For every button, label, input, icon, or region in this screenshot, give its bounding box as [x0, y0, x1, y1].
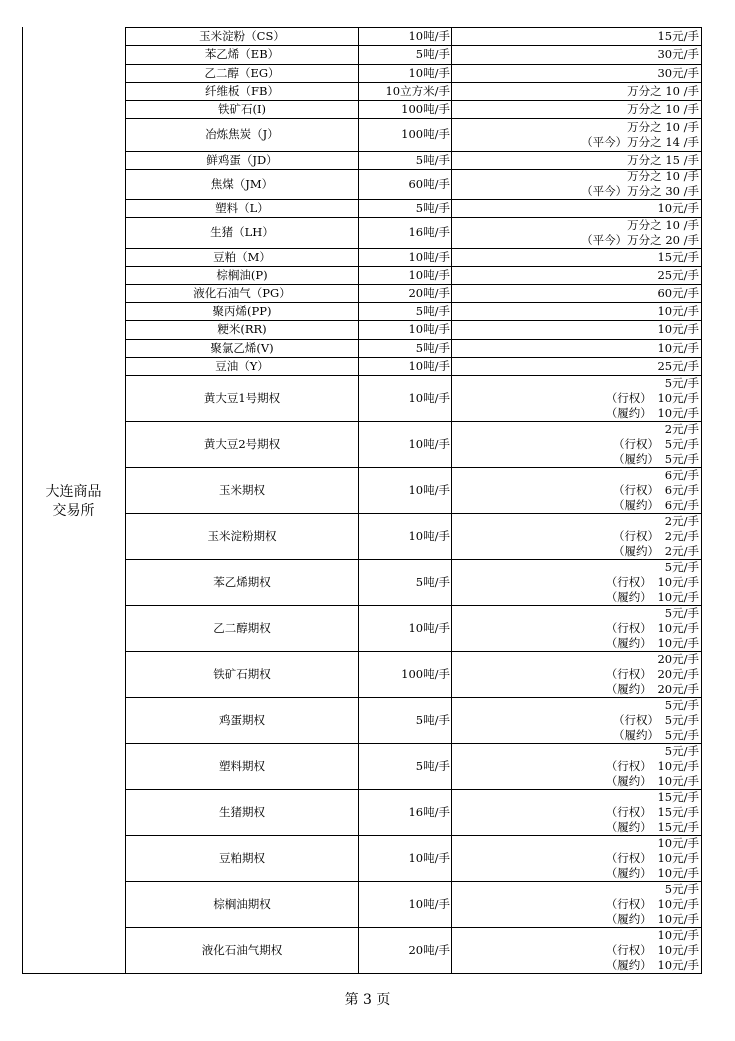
- fee-line: 5元/手: [664, 375, 699, 390]
- row-divider: [125, 743, 702, 744]
- product-name: 苯乙烯（EB）: [204, 47, 280, 61]
- contract-unit: 60吨/手: [408, 176, 450, 191]
- fee-line: （履约） 5元/手: [613, 451, 699, 466]
- row-divider: [125, 320, 702, 321]
- product-name: 铁矿石期权: [213, 666, 271, 681]
- product-name: 纤维板（FB）: [205, 83, 279, 98]
- fee-line: 5元/手: [664, 881, 699, 896]
- contract-unit: 20吨/手: [408, 942, 450, 957]
- fee-line: （行权） 10元/手: [605, 896, 699, 911]
- fee-line: （行权） 5元/手: [613, 712, 699, 727]
- fee-line: （行权） 20元/手: [605, 666, 699, 681]
- row-divider: [125, 835, 702, 836]
- contract-unit: 100吨/手: [401, 101, 450, 116]
- fee-line: 万分之 10 /手: [627, 83, 699, 98]
- contract-unit: 10吨/手: [408, 65, 450, 80]
- contract-unit: 100吨/手: [401, 127, 450, 141]
- row-divider: [125, 789, 702, 790]
- row-divider: [125, 651, 702, 652]
- fee-line: （平今）万分之 14 /手: [581, 134, 699, 149]
- row-divider: [125, 467, 702, 468]
- product-name: 冶炼焦炭（J）: [205, 127, 279, 141]
- fee-line: （行权） 15元/手: [605, 804, 699, 819]
- fee-line: （履约） 6元/手: [613, 497, 699, 512]
- fee-line: （行权） 10元/手: [605, 850, 699, 865]
- contract-unit: 10吨/手: [408, 358, 450, 373]
- fee-line: 5元/手: [664, 697, 699, 712]
- page-number: 第 3 页: [344, 992, 391, 1008]
- fee-line: 万分之 10 /手: [627, 217, 699, 232]
- product-name: 黄大豆1号期权: [203, 390, 281, 405]
- contract-unit: 10吨/手: [408, 528, 450, 543]
- fee-line: 25元/手: [657, 358, 699, 373]
- product-name: 液化石油气（PG）: [193, 285, 291, 300]
- fee-line: （履约） 10元/手: [605, 773, 699, 788]
- contract-unit: 10吨/手: [408, 249, 450, 264]
- fee-line: （履约） 5元/手: [613, 727, 699, 742]
- fee-line: 10元/手: [657, 340, 699, 355]
- fee-line: 万分之 10 /手: [627, 169, 699, 183]
- fee-line: （行权） 10元/手: [605, 574, 699, 589]
- contract-unit: 10吨/手: [408, 482, 450, 497]
- fee-line: （履约） 10元/手: [605, 405, 699, 420]
- fee-line: 15元/手: [657, 28, 699, 43]
- product-name: 豆油（Y）: [215, 358, 269, 373]
- product-name: 豆粕期权: [219, 850, 265, 865]
- fee-line: 30元/手: [657, 47, 699, 61]
- fee-line: （履约） 10元/手: [605, 957, 699, 972]
- fee-line: 万分之 10 /手: [627, 101, 699, 116]
- contract-unit: 5吨/手: [415, 712, 450, 727]
- row-divider: [125, 169, 702, 170]
- contract-unit: 10吨/手: [408, 267, 450, 282]
- fee-line: 万分之 15 /手: [627, 152, 699, 167]
- fee-line: 6元/手: [664, 467, 699, 482]
- product-name: 塑料期权: [219, 758, 265, 773]
- fee-line: 10元/手: [657, 200, 699, 215]
- exchange-name-line2: 交易所: [52, 503, 95, 519]
- fee-line: 15元/手: [657, 249, 699, 264]
- fee-line: 30元/手: [657, 65, 699, 80]
- contract-unit: 5吨/手: [415, 574, 450, 589]
- product-name: 铁矿石(I): [217, 101, 266, 116]
- product-name: 鸡蛋期权: [219, 712, 265, 727]
- fee-line: （行权） 6元/手: [613, 482, 699, 497]
- row-divider: [125, 421, 702, 422]
- product-name: 乙二醇（EG）: [204, 65, 280, 80]
- fee-line: 10元/手: [657, 303, 699, 318]
- fee-line: 10元/手: [657, 322, 699, 336]
- contract-unit: 5吨/手: [415, 152, 450, 167]
- product-name: 生猪期权: [219, 804, 265, 819]
- contract-unit: 10立方米/手: [385, 83, 450, 98]
- fee-line: （行权） 5元/手: [613, 436, 699, 451]
- fee-line: （行权） 10元/手: [605, 758, 699, 773]
- contract-unit: 10吨/手: [408, 620, 450, 635]
- fee-line: 60元/手: [657, 285, 699, 300]
- fee-line: （行权） 2元/手: [613, 528, 699, 543]
- contract-unit: 5吨/手: [415, 200, 450, 215]
- product-name: 聚丙烯(PP): [212, 303, 272, 318]
- contract-unit: 10吨/手: [408, 390, 450, 405]
- fee-line: （行权） 10元/手: [605, 942, 699, 957]
- product-name: 玉米期权: [219, 482, 265, 497]
- row-divider: [125, 605, 702, 606]
- contract-unit: 20吨/手: [408, 285, 450, 300]
- contract-unit: 16吨/手: [408, 804, 450, 819]
- contract-unit: 5吨/手: [415, 758, 450, 773]
- contract-unit: 100吨/手: [401, 666, 450, 681]
- product-name: 乙二醇期权: [213, 620, 271, 635]
- row-divider: [125, 118, 702, 119]
- contract-unit: 5吨/手: [415, 47, 450, 61]
- contract-unit: 10吨/手: [408, 28, 450, 43]
- contract-unit: 5吨/手: [415, 303, 450, 318]
- product-name: 液化石油气期权: [201, 942, 283, 957]
- product-name: 粳米(RR): [217, 322, 267, 336]
- fee-line: 2元/手: [664, 513, 699, 528]
- product-name: 焦煤（JM）: [210, 176, 274, 191]
- contract-unit: 16吨/手: [408, 225, 450, 239]
- fee-line: （行权） 10元/手: [605, 390, 699, 405]
- contract-unit: 10吨/手: [408, 896, 450, 911]
- fee-line: （平今）万分之 20 /手: [581, 232, 699, 247]
- product-name: 棕榈油(P): [216, 267, 268, 282]
- table-border-bottom: [22, 973, 702, 974]
- exchange-name-cell: [22, 483, 125, 521]
- fee-line: （平今）万分之 30 /手: [581, 184, 699, 198]
- row-divider: [125, 513, 702, 514]
- fee-line: 万分之 10 /手: [627, 119, 699, 134]
- fee-line: （履约） 10元/手: [605, 865, 699, 880]
- contract-unit: 10吨/手: [408, 436, 450, 451]
- fee-line: （履约） 15元/手: [605, 819, 699, 834]
- product-name: 棕榈油期权: [213, 896, 271, 911]
- product-name: 玉米淀粉期权: [207, 528, 277, 543]
- fee-line: 20元/手: [657, 651, 699, 666]
- product-name: 生猪（LH）: [210, 225, 274, 239]
- product-name: 黄大豆2号期权: [203, 436, 281, 451]
- row-divider: [125, 927, 702, 928]
- row-divider: [125, 217, 702, 218]
- row-divider: [125, 45, 702, 46]
- row-divider: [125, 881, 702, 882]
- fee-line: 10元/手: [657, 927, 699, 942]
- row-divider: [125, 559, 702, 560]
- contract-unit: 5吨/手: [415, 340, 450, 355]
- fee-line: （履约） 20元/手: [605, 681, 699, 696]
- product-name: 苯乙烯期权: [213, 574, 271, 589]
- row-divider: [125, 697, 702, 698]
- product-name: 聚氯乙烯(V): [210, 340, 274, 355]
- fee-line: （履约） 10元/手: [605, 635, 699, 650]
- fee-line: 10元/手: [657, 835, 699, 850]
- contract-unit: 10吨/手: [408, 850, 450, 865]
- product-name: 豆粕（M）: [213, 249, 271, 264]
- fee-line: （履约） 10元/手: [605, 589, 699, 604]
- fee-line: 5元/手: [664, 743, 699, 758]
- fee-line: （履约） 2元/手: [613, 543, 699, 558]
- row-divider: [125, 375, 702, 376]
- exchange-name-line1: 大连商品: [45, 484, 102, 500]
- contract-unit: 10吨/手: [408, 322, 450, 336]
- fee-line: 2元/手: [664, 421, 699, 436]
- fee-line: 15元/手: [657, 789, 699, 804]
- product-name: 塑料（L）: [215, 200, 269, 215]
- fee-line: 5元/手: [664, 605, 699, 620]
- fee-line: 5元/手: [664, 559, 699, 574]
- product-name: 玉米淀粉（CS）: [199, 28, 285, 43]
- fee-line: 25元/手: [657, 267, 699, 282]
- fee-line: （履约） 10元/手: [605, 911, 699, 926]
- fee-line: （行权） 10元/手: [605, 620, 699, 635]
- product-name: 鲜鸡蛋（JD）: [206, 152, 278, 167]
